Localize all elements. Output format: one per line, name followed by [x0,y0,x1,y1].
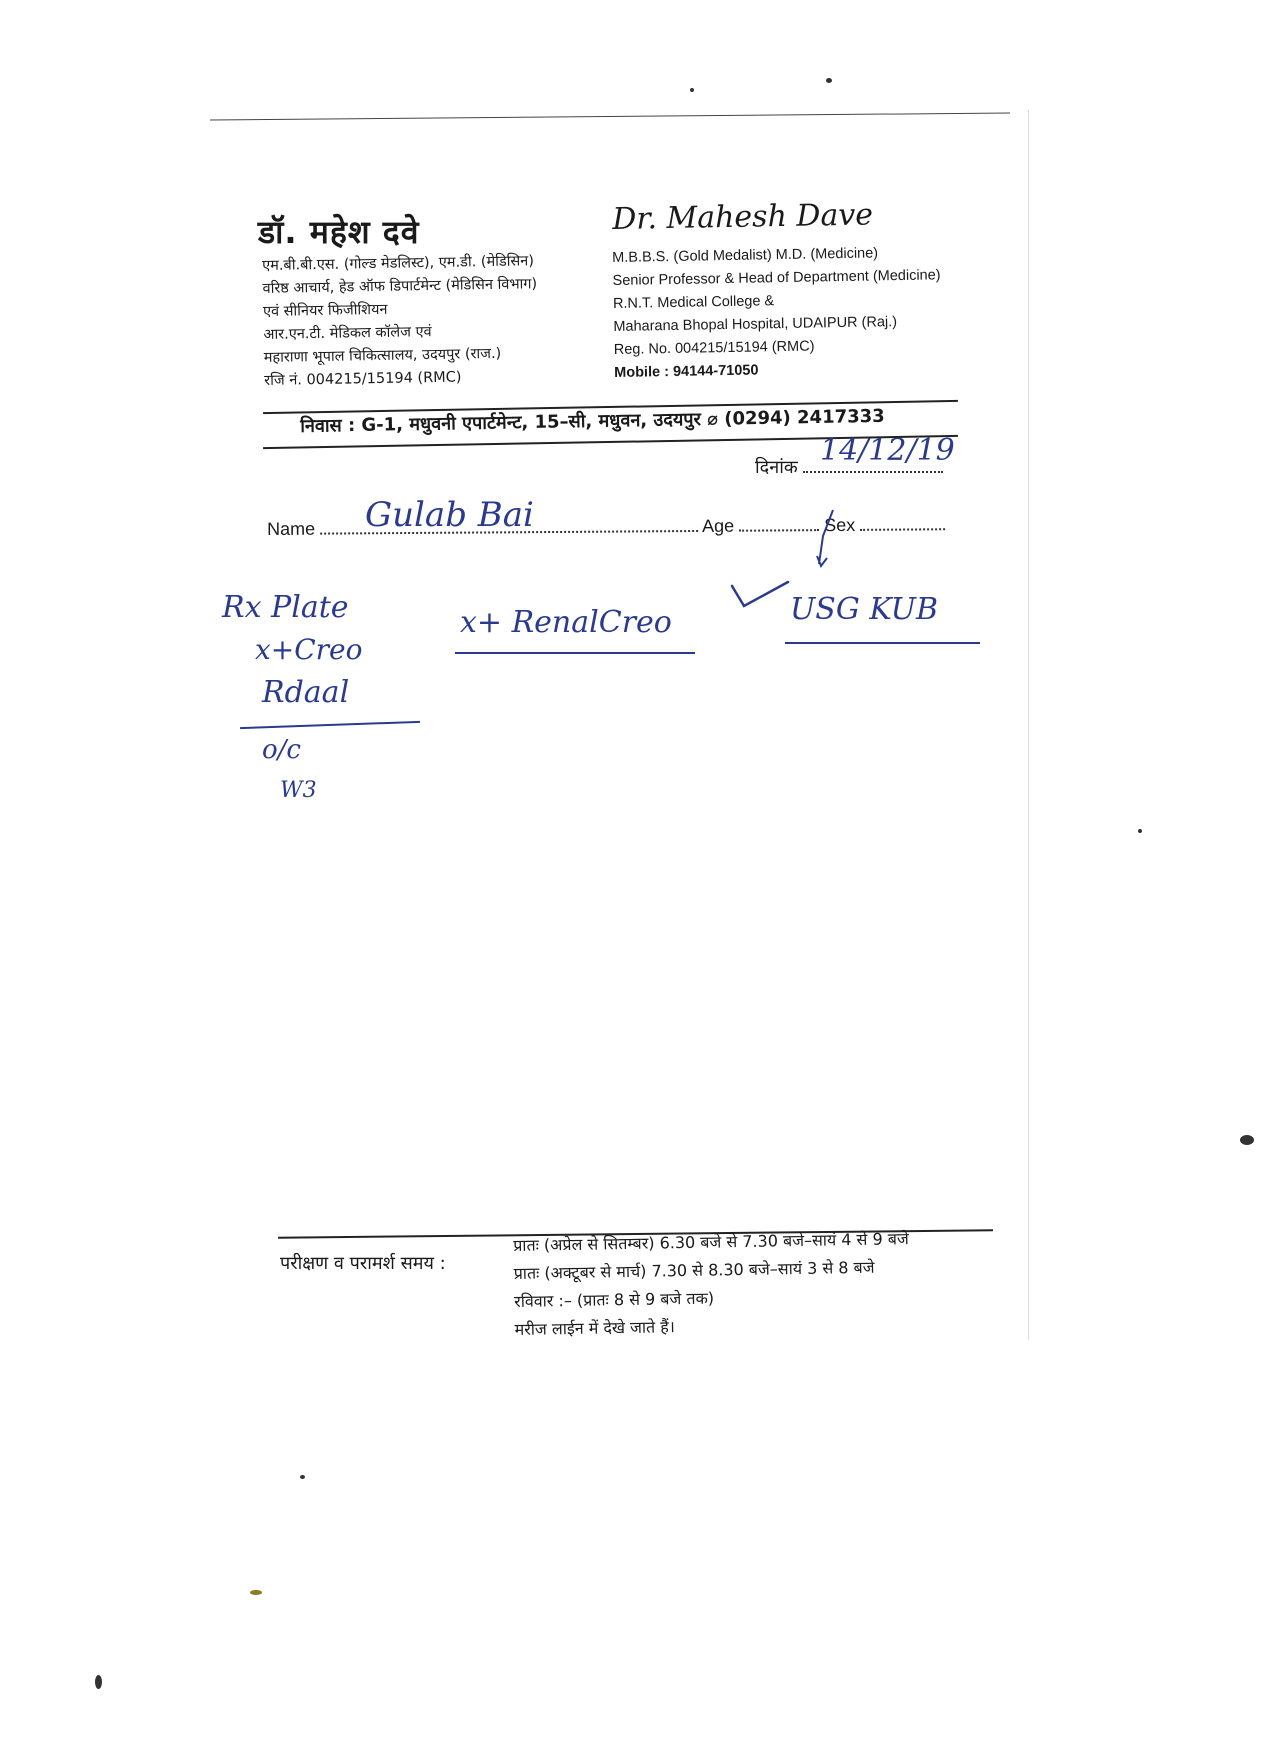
registration-hindi: रजि नं. 004215/15194 (RMC) [264,369,462,389]
credential-line: आर.एन.टी. मेडिकल कॉलेज एवं [263,324,432,343]
age-dots [739,513,819,532]
timing-line: रविवार :– (प्रातः 8 से 9 बजे तक) [514,1288,715,1311]
note-right: USG KUB [790,592,939,627]
date-handwritten: 14/12/19 [820,433,955,468]
registration-english: Reg. No. 004215/15194 (RMC) [613,338,815,358]
scan-speck [1240,1135,1254,1145]
credential-line: वरिष्ठ आचार्य, हेड ऑफ डिपार्टमेन्ट (मेडिसिन विभाग) [262,276,538,297]
residence-address: निवास : G-1, मधुवनी एपार्टमेन्ट, 15–सी, मधुवन, उदयपुर ⌀ (0294) 2417333 [300,405,885,437]
scan-speck [300,1475,305,1479]
note-middle: x+ RenalCreo [460,605,672,640]
credentials-english [612,241,942,385]
note-left-3: Rdaal [262,675,350,710]
mobile-number: 94144-71050 [672,362,759,380]
consultation-label: परीक्षण व परामर्श समय : [280,1253,446,1274]
sex-dots [860,512,945,531]
check-mark-icon [815,508,835,568]
date-label: दिनांक [755,457,798,478]
note-left-1: Rx Plate [222,590,349,625]
name-label: Name [267,518,316,539]
credential-line: महाराणा भूपाल चिकित्सालय, उदयपुर (राज.) [263,345,502,366]
page-right-edge [1028,110,1029,1340]
note-left-2: x+Creo [255,633,363,666]
scan-speck [1138,829,1142,833]
scan-speck [250,1590,262,1595]
note-left-5: W3 [280,778,317,803]
mobile-line [614,356,942,385]
age-label: Age [702,515,735,536]
patient-name-handwritten: Gulab Bai [365,495,534,535]
timing-line: प्रातः (अप्रेल से सितम्बर) 6.30 बजे से 7.30 बजे–सायं 4 से 9 बजे [513,1229,909,1255]
credential-line: Senior Professor & Head of Department (Medicine) [612,267,941,289]
check-mark-icon [730,580,790,610]
page-top-edge [210,113,1010,121]
note-left-4: o/c [262,735,301,765]
consultation-timings [513,1225,910,1344]
doctor-name-english: Dr. Mahesh Dave [612,197,874,237]
credential-line: Maharana Bhopal Hospital, UDAIPUR (Raj.) [613,314,898,335]
credential-line: R.N.T. Medical College & [612,293,775,312]
credential-line: एवं सीनियर फिजीशियन [262,301,388,320]
timing-line: मरीज लाईन में देखे जाते हैं। [514,1317,675,1339]
timing-line: प्रातः (अक्टूबर से मार्च) 7.30 से 8.30 बजे–सायं 3 से 8 बजे [513,1257,875,1283]
scan-speck [826,78,832,83]
scan-speck [95,1675,102,1689]
sex-label: Sex [824,514,856,536]
credential-line: एम.बी.बी.एस. (गोल्ड मेडलिस्ट), एम.डी. (मेडिसिन) [262,253,535,274]
credentials-hindi [262,250,539,393]
note-middle-underline [455,652,695,654]
note-left-underline [240,721,420,729]
note-right-underline [785,642,980,644]
mobile-label: Mobile : [614,364,670,381]
credential-line: M.B.B.S. (Gold Medalist) M.D. (Medicine) [612,245,879,266]
doctor-name-hindi: डॉ. महेश दवे [258,213,420,251]
scan-speck [690,88,694,92]
